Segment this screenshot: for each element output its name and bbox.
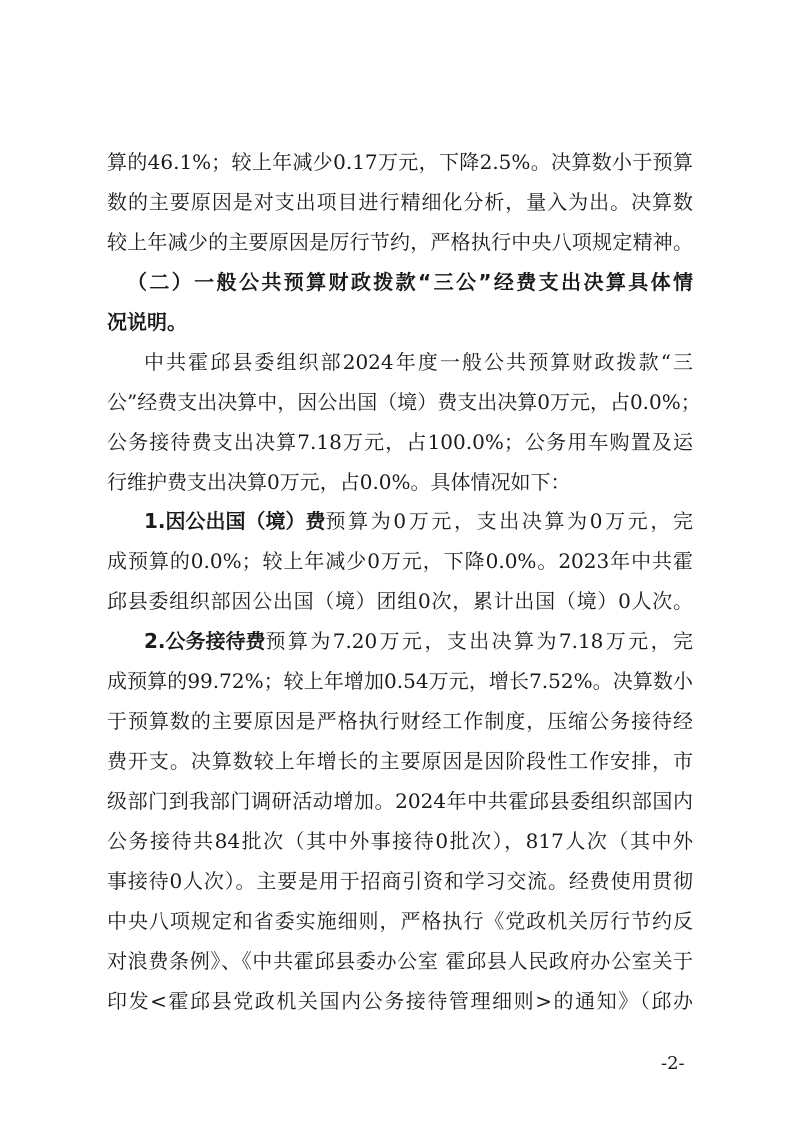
text-line: 费开支。决算数较上年增长的主要原因是因阶段性工作安排，市	[107, 749, 693, 774]
section-heading: （二）一般公共预算财政拨款“三公”经费支出决算具体情	[127, 269, 693, 294]
text-line: 公务接待费支出决算7.18万元，占100.0%；公务用车购置及运	[107, 429, 693, 454]
text-line: 中共霍邱县委组织部2024年度一般公共预算财政拨款“三	[144, 349, 693, 374]
text-line: 中央八项规定和省委实施细则，严格执行《党政机关厉行节约反	[107, 908, 693, 933]
text-line: 成预算的0.0%；较上年减少0万元，下降0.0%。2023年中共霍	[107, 549, 693, 574]
item-2-heading: 2.公务接待费	[144, 629, 266, 654]
text-line: 较上年减少的主要原因是厉行节约，严格执行中央八项规定精神。	[107, 229, 693, 254]
text-line: 邱县委组织部因公出国（境）团组0次，累计出国（境）0人次。	[107, 589, 693, 614]
document-body	[107, 143, 701, 1022]
text-line: 公”经费支出决算中，因公出国（境）费支出决算0万元，占0.0%；	[107, 389, 701, 414]
text-line: 对浪费条例》、《中共霍邱县委办公室 霍邱县人民政府办公室关于	[107, 948, 693, 973]
text-line: 公务接待共84批次（其中外事接待0批次），817人次（其中外	[107, 828, 693, 853]
text-line: 事接待0人次）。主要是用于招商引资和学习交流。经费使用贯彻	[107, 868, 693, 893]
text-line: 数的主要原因是对支出项目进行精细化分析，量入为出。决算数	[107, 189, 693, 214]
text-line: 于预算数的主要原因是严格执行财经工作制度，压缩公务接待经	[107, 709, 693, 734]
page-number: -2-	[661, 1053, 685, 1074]
text-line: 级部门到我部门调研活动增加。2024年中共霍邱县委组织部国内	[107, 789, 693, 813]
text-line: 行维护费支出决算0万元，占0.0%。具体情况如下：	[107, 469, 571, 494]
text-line: 算的46.1%；较上年减少0.17万元，下降2.5%。决算数小于预算	[107, 150, 693, 174]
item-1-heading: 1.因公出国（境）费	[144, 509, 326, 534]
item-2-line	[107, 622, 693, 662]
text-segment: 预算为7.20万元，支出决算为7.18万元，完	[265, 629, 693, 654]
text-line: 印发<霍邱县党政机关国内公务接待管理细则>的通知》（邱办	[107, 988, 693, 1013]
section-heading-cont: 况说明。	[107, 309, 187, 334]
item-1-line	[107, 502, 693, 542]
text-segment: 预算为0万元，支出决算为0万元，完	[325, 509, 693, 534]
text-line: 成预算的99.72%；较上年增加0.54万元，增长7.52%。决算数小	[107, 669, 693, 694]
